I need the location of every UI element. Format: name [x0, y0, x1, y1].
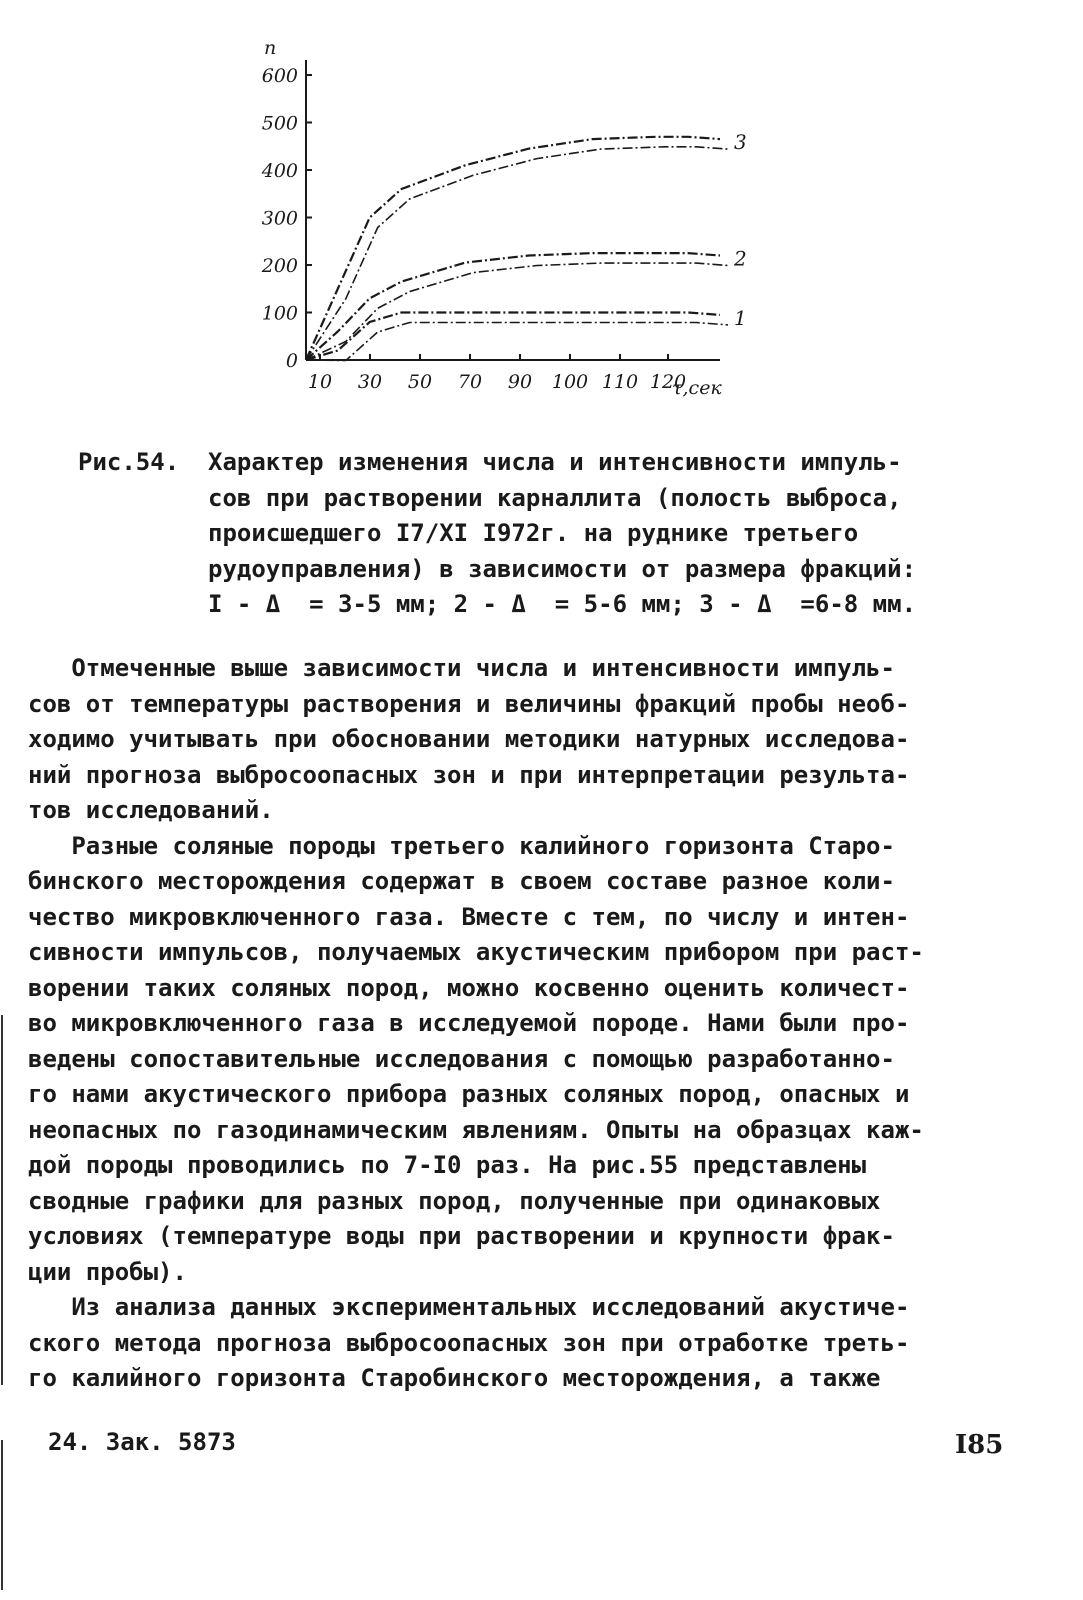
body-text — [28, 651, 1018, 1397]
body-line: дой породы проводились по 7-I0 раз. На рис.55 представлены — [28, 1151, 867, 1179]
body-line: ции пробы). — [28, 1257, 187, 1286]
caption-line: I - Δ = 3-5 мм; 2 - Δ = 5-6 мм; 3 - Δ =6-8 мм. — [208, 590, 917, 618]
body-line: ведены сопоставительные исследования с помощью разработанно- — [28, 1044, 895, 1073]
x-tick-label: 120 — [649, 371, 687, 393]
body-line: во микровключенного газа в исследуемой породе. Нами были про- — [28, 1009, 910, 1037]
caption-text — [208, 445, 1008, 623]
caption-line: сов при растворении карналлита (полость выброса, — [208, 483, 902, 512]
body-line: условиях (температуре воды при растворении и крупности фрак- — [28, 1222, 895, 1250]
x-tick-label: 50 — [407, 371, 433, 393]
x-tick-label: 110 — [601, 371, 639, 393]
figure-caption — [78, 445, 1008, 623]
page-number: I85 — [955, 1430, 1004, 1460]
left-margin-mark-lower — [1, 1440, 3, 1590]
y-tick-label: 500 — [261, 112, 298, 135]
x-tick-label: 30 — [357, 371, 383, 393]
left-margin-mark — [1, 1015, 3, 1385]
caption-line: происшедшего I7/XI I972г. на руднике третьего — [208, 519, 859, 547]
body-line: тов исследований. — [28, 796, 274, 824]
body-line: чество микровключенного газа. Вместе с тем, по числу и интен- — [28, 902, 910, 931]
body-line: Отмеченные выше зависимости числа и интенсивности импуль- — [28, 654, 895, 682]
body-line: сов от температуры растворения и величины фракций пробы необ- — [28, 689, 910, 718]
y-tick-label: 200 — [261, 255, 298, 277]
body-line: ний прогноза выбросоопасных зон и при интерпретации результа- — [28, 760, 910, 789]
body-line: ворении таких соляных пород, можно косвенно оценить количест- — [28, 973, 910, 1002]
series-2-label: 2 — [734, 246, 747, 271]
y-tick-label: 400 — [261, 160, 298, 182]
body-line: сводные графики для разных пород, полученные при одинаковых — [28, 1186, 881, 1215]
footer-order-number: 24. Зак. 5873 — [48, 1428, 236, 1456]
y-axis-label: n — [264, 37, 277, 59]
body-line: Разные соляные породы третьего калийного горизонта Старо- — [28, 831, 895, 860]
figure-54 — [240, 30, 800, 420]
body-line: сивности импульсов, получаемых акустическим прибором при раст- — [28, 938, 924, 966]
x-tick-label: 90 — [507, 371, 533, 393]
y-tick-label: 600 — [261, 65, 298, 87]
y-tick-label: 300 — [261, 207, 298, 230]
series-3-label: 3 — [734, 130, 747, 155]
caption-line: рудоуправления) в зависимости от размера фракций: — [208, 554, 917, 583]
x-tick-label: 100 — [551, 371, 589, 393]
series-1-upper — [306, 313, 720, 361]
body-line: го нами акустического прибора разных соляных пород, опасных и — [28, 1080, 910, 1108]
series-1-label: 1 — [734, 305, 747, 330]
chart-axes — [306, 60, 720, 360]
caption-line: Характер изменения числа и интенсивности импуль- — [208, 448, 902, 476]
y-tick-labels — [261, 65, 312, 372]
y-tick-label: 0 — [285, 350, 298, 372]
chart-svg — [240, 30, 800, 420]
body-line: бинского месторождения содержат в своем составе разное коли- — [28, 867, 895, 895]
body-line: ходимо учитывать при обосновании методики натурных исследова- — [28, 725, 910, 753]
x-axis-label: τ,сек — [672, 377, 722, 399]
body-line: ского метода прогноза выбросоопасных зон при отработке треть- — [28, 1328, 910, 1357]
x-tick-label: 70 — [457, 371, 483, 393]
x-tick-label: 10 — [307, 371, 333, 393]
y-tick-label: 100 — [261, 302, 298, 325]
figure-number: Рис.54. — [78, 448, 180, 476]
series-layer — [306, 130, 747, 360]
body-line: Из анализа данных экспериментальных исследований акустиче- — [28, 1293, 910, 1321]
body-line: неопасных по газодинамическим явлениям. Опыты на образцах каж- — [28, 1115, 924, 1144]
series-2-upper — [306, 253, 720, 360]
body-line: го калийного горизонта Старобинского месторождения, а также — [28, 1364, 881, 1392]
